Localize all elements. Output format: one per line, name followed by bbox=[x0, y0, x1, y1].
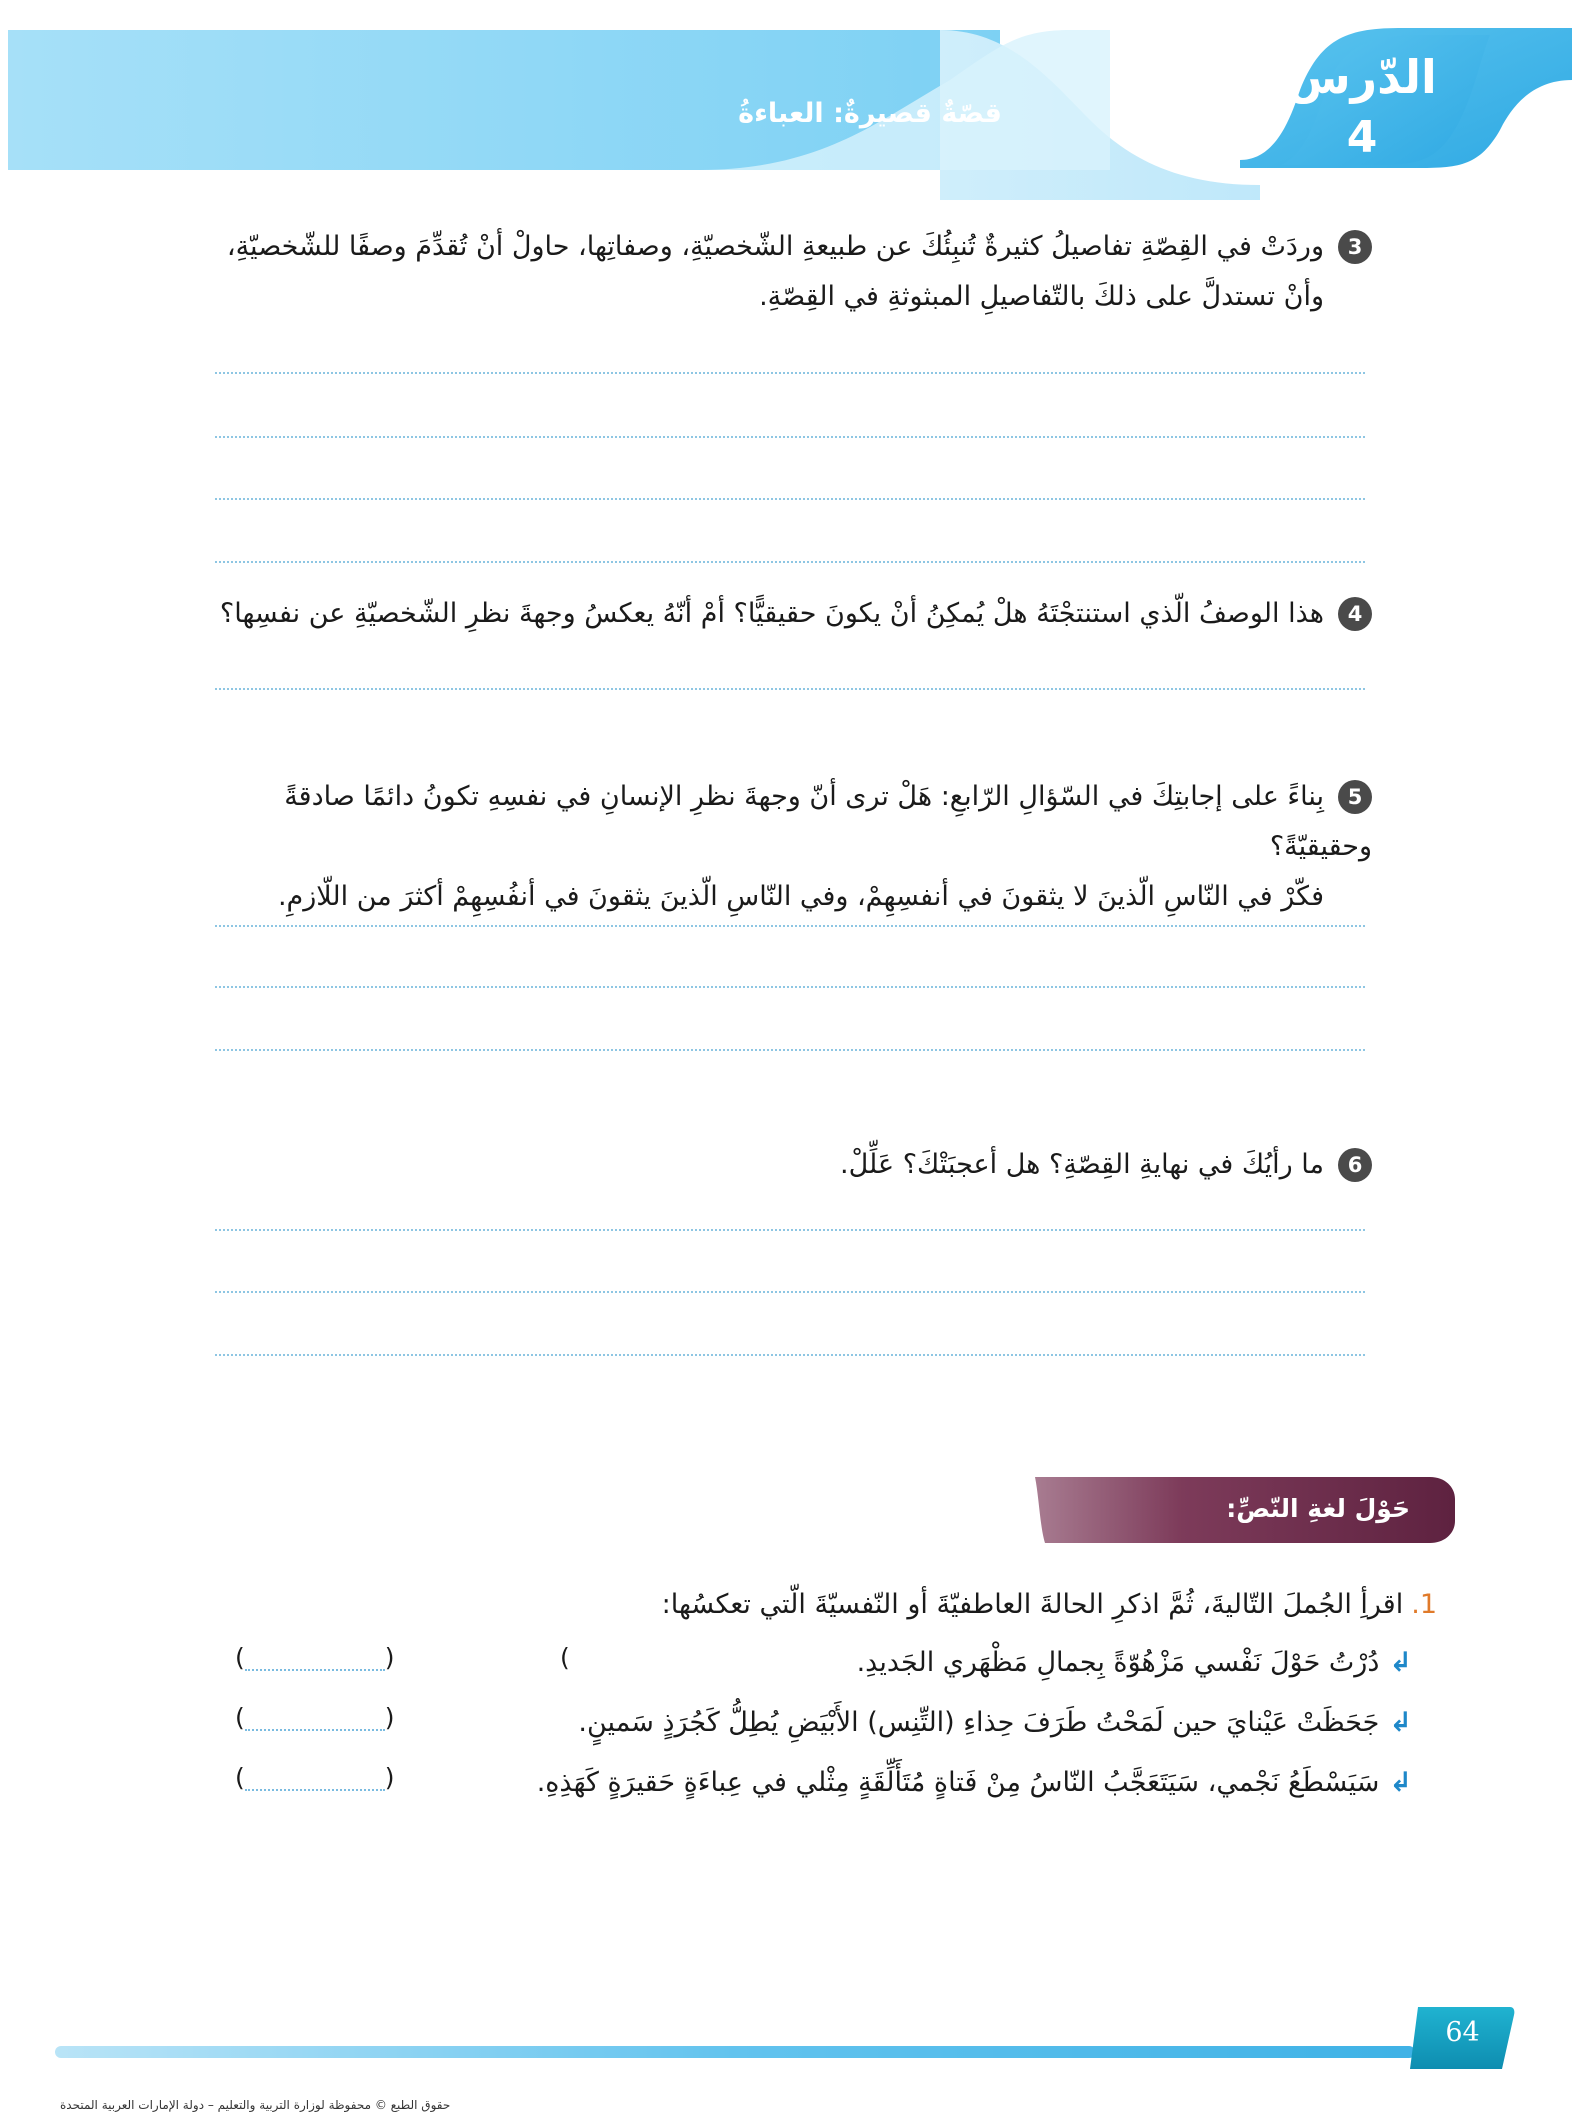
exercise-number: 1. bbox=[1411, 1589, 1437, 1620]
page-number: 64 bbox=[1445, 2017, 1480, 2048]
question-number-badge: 3 bbox=[1338, 230, 1372, 264]
answer-line[interactable] bbox=[215, 436, 1365, 438]
question-5-line-2: فكّرْ في النّاسِ الّذينَ لا يثقونَ في أنفسِهِمْ، وفي النّاسِ الّذينَ يثقونَ في أنفُسِهِمْ أكثرَ من اللّازمِ. bbox=[277, 881, 1324, 912]
answer-blank[interactable]: ( ) bbox=[235, 1763, 395, 1792]
question-5 bbox=[192, 772, 1372, 922]
answer-line[interactable] bbox=[215, 498, 1365, 500]
lesson-title: قصّةٌ قصيرةٌ: العباءةُ bbox=[738, 98, 1002, 129]
answer-blank[interactable]: ( ) bbox=[235, 1703, 395, 1732]
arrow-bullet-icon: ↲ bbox=[1389, 1647, 1412, 1678]
answer-line[interactable] bbox=[215, 1354, 1365, 1356]
arrow-bullet-icon: ↲ bbox=[1389, 1707, 1412, 1738]
question-4-line-1: 4هذا الوصفُ الّذي استنتجْتَهُ هلْ يُمكِنُ أنْ يكونَ حقيقيًّا؟ أمْ أنّهُ يعكسُ وجهةَ نظرِ الشّخصيّةِ عن نفسِها؟ bbox=[192, 589, 1372, 639]
question-3-line-1: 3وردَتْ في القِصّةِ تفاصيلُ كثيرةٌ تُنبِئُكَ عن طبيعةِ الشّخصيّةِ، وصفاتِها، حاولْ أنْ تُقدِّمَ وصفًا للشّخصيّةِ، bbox=[192, 222, 1372, 272]
question-4 bbox=[192, 589, 1372, 639]
lesson-label: الدّرسُ bbox=[1287, 50, 1437, 104]
exercise-sentence-1: ↲دُرْتُ حَوْلَ نَفْسي مَزْهُوّةً بِجمالِ مَظْهَري الجَديدِ. bbox=[856, 1647, 1412, 1678]
arrow-bullet-icon: ↲ bbox=[1389, 1767, 1412, 1798]
answer-line[interactable] bbox=[215, 561, 1365, 563]
footer-bar bbox=[55, 2046, 1415, 2058]
answer-line[interactable] bbox=[215, 1291, 1365, 1293]
answer-line[interactable] bbox=[215, 1049, 1365, 1051]
question-6 bbox=[192, 1140, 1372, 1190]
question-number-badge: 4 bbox=[1338, 597, 1372, 631]
exercise-instruction: 1.اقرأِ الجُملَ التّاليةَ، ثُمَّ اذكرِ الحالةَ العاطفيّةَ أو النّفسيّةَ الّتي تعكسُها: bbox=[661, 1589, 1437, 1620]
lesson-number: 4 bbox=[1346, 112, 1378, 163]
answer-line[interactable] bbox=[215, 986, 1365, 988]
answer-line[interactable] bbox=[215, 372, 1365, 374]
exercise-sentence-3: ↲سَيَسْطَعُ نَجْمي، سَيَتَعَجَّبُ النّاسُ مِنْ فَتاةٍ مُتَأَلِّقَةٍ مِثْلي في عِباءَةٍ حَقيرَةٍ كَهَذِهِ. bbox=[536, 1767, 1412, 1798]
question-6-line-1: 6ما رأيُكَ في نهايةِ القِصّةِ؟ هل أعجبَتْكَ؟ عَلِّلْ. bbox=[192, 1140, 1372, 1190]
answer-line[interactable] bbox=[215, 688, 1365, 690]
answer-line[interactable] bbox=[215, 925, 1365, 927]
answer-line[interactable] bbox=[215, 1229, 1365, 1231]
question-3-line-2: وأنْ تستدلَّ على ذلكَ بالتّفاصيلِ المبثوثةِ في القِصّةِ. bbox=[759, 281, 1324, 312]
answer-blank[interactable]: ( ) bbox=[235, 1643, 395, 1672]
copyright-notice: حقوق الطبع © محفوظة لوزارة التربية والتعليم – دولة الإمارات العربية المتحدة bbox=[60, 2098, 451, 2112]
section-title: حَوْلَ لغةِ النّصِّ: bbox=[1226, 1494, 1410, 1523]
exercise-sentence-2: ↲جَحَظَتْ عَيْنايَ حين لَمَحْتُ طَرَفَ حِذاءِ (التِّنِس) الأَبْيَضِ يُطِلُّ كَجُرَذٍ سَمينٍ. bbox=[578, 1707, 1412, 1738]
question-number-badge: 6 bbox=[1338, 1148, 1372, 1182]
question-5-line-1: 5بِناءً على إجابتِكَ في السّؤالِ الرّابعِ: هَلْ ترى أنّ وجهةَ نظرِ الإنسانِ في نفسِهِ تكونُ دائمًا صادقةً وحقيقيّةً؟ bbox=[284, 781, 1372, 862]
blank-open-paren: ( bbox=[560, 1643, 570, 1672]
question-number-badge: 5 bbox=[1338, 780, 1372, 814]
question-3 bbox=[192, 222, 1372, 322]
